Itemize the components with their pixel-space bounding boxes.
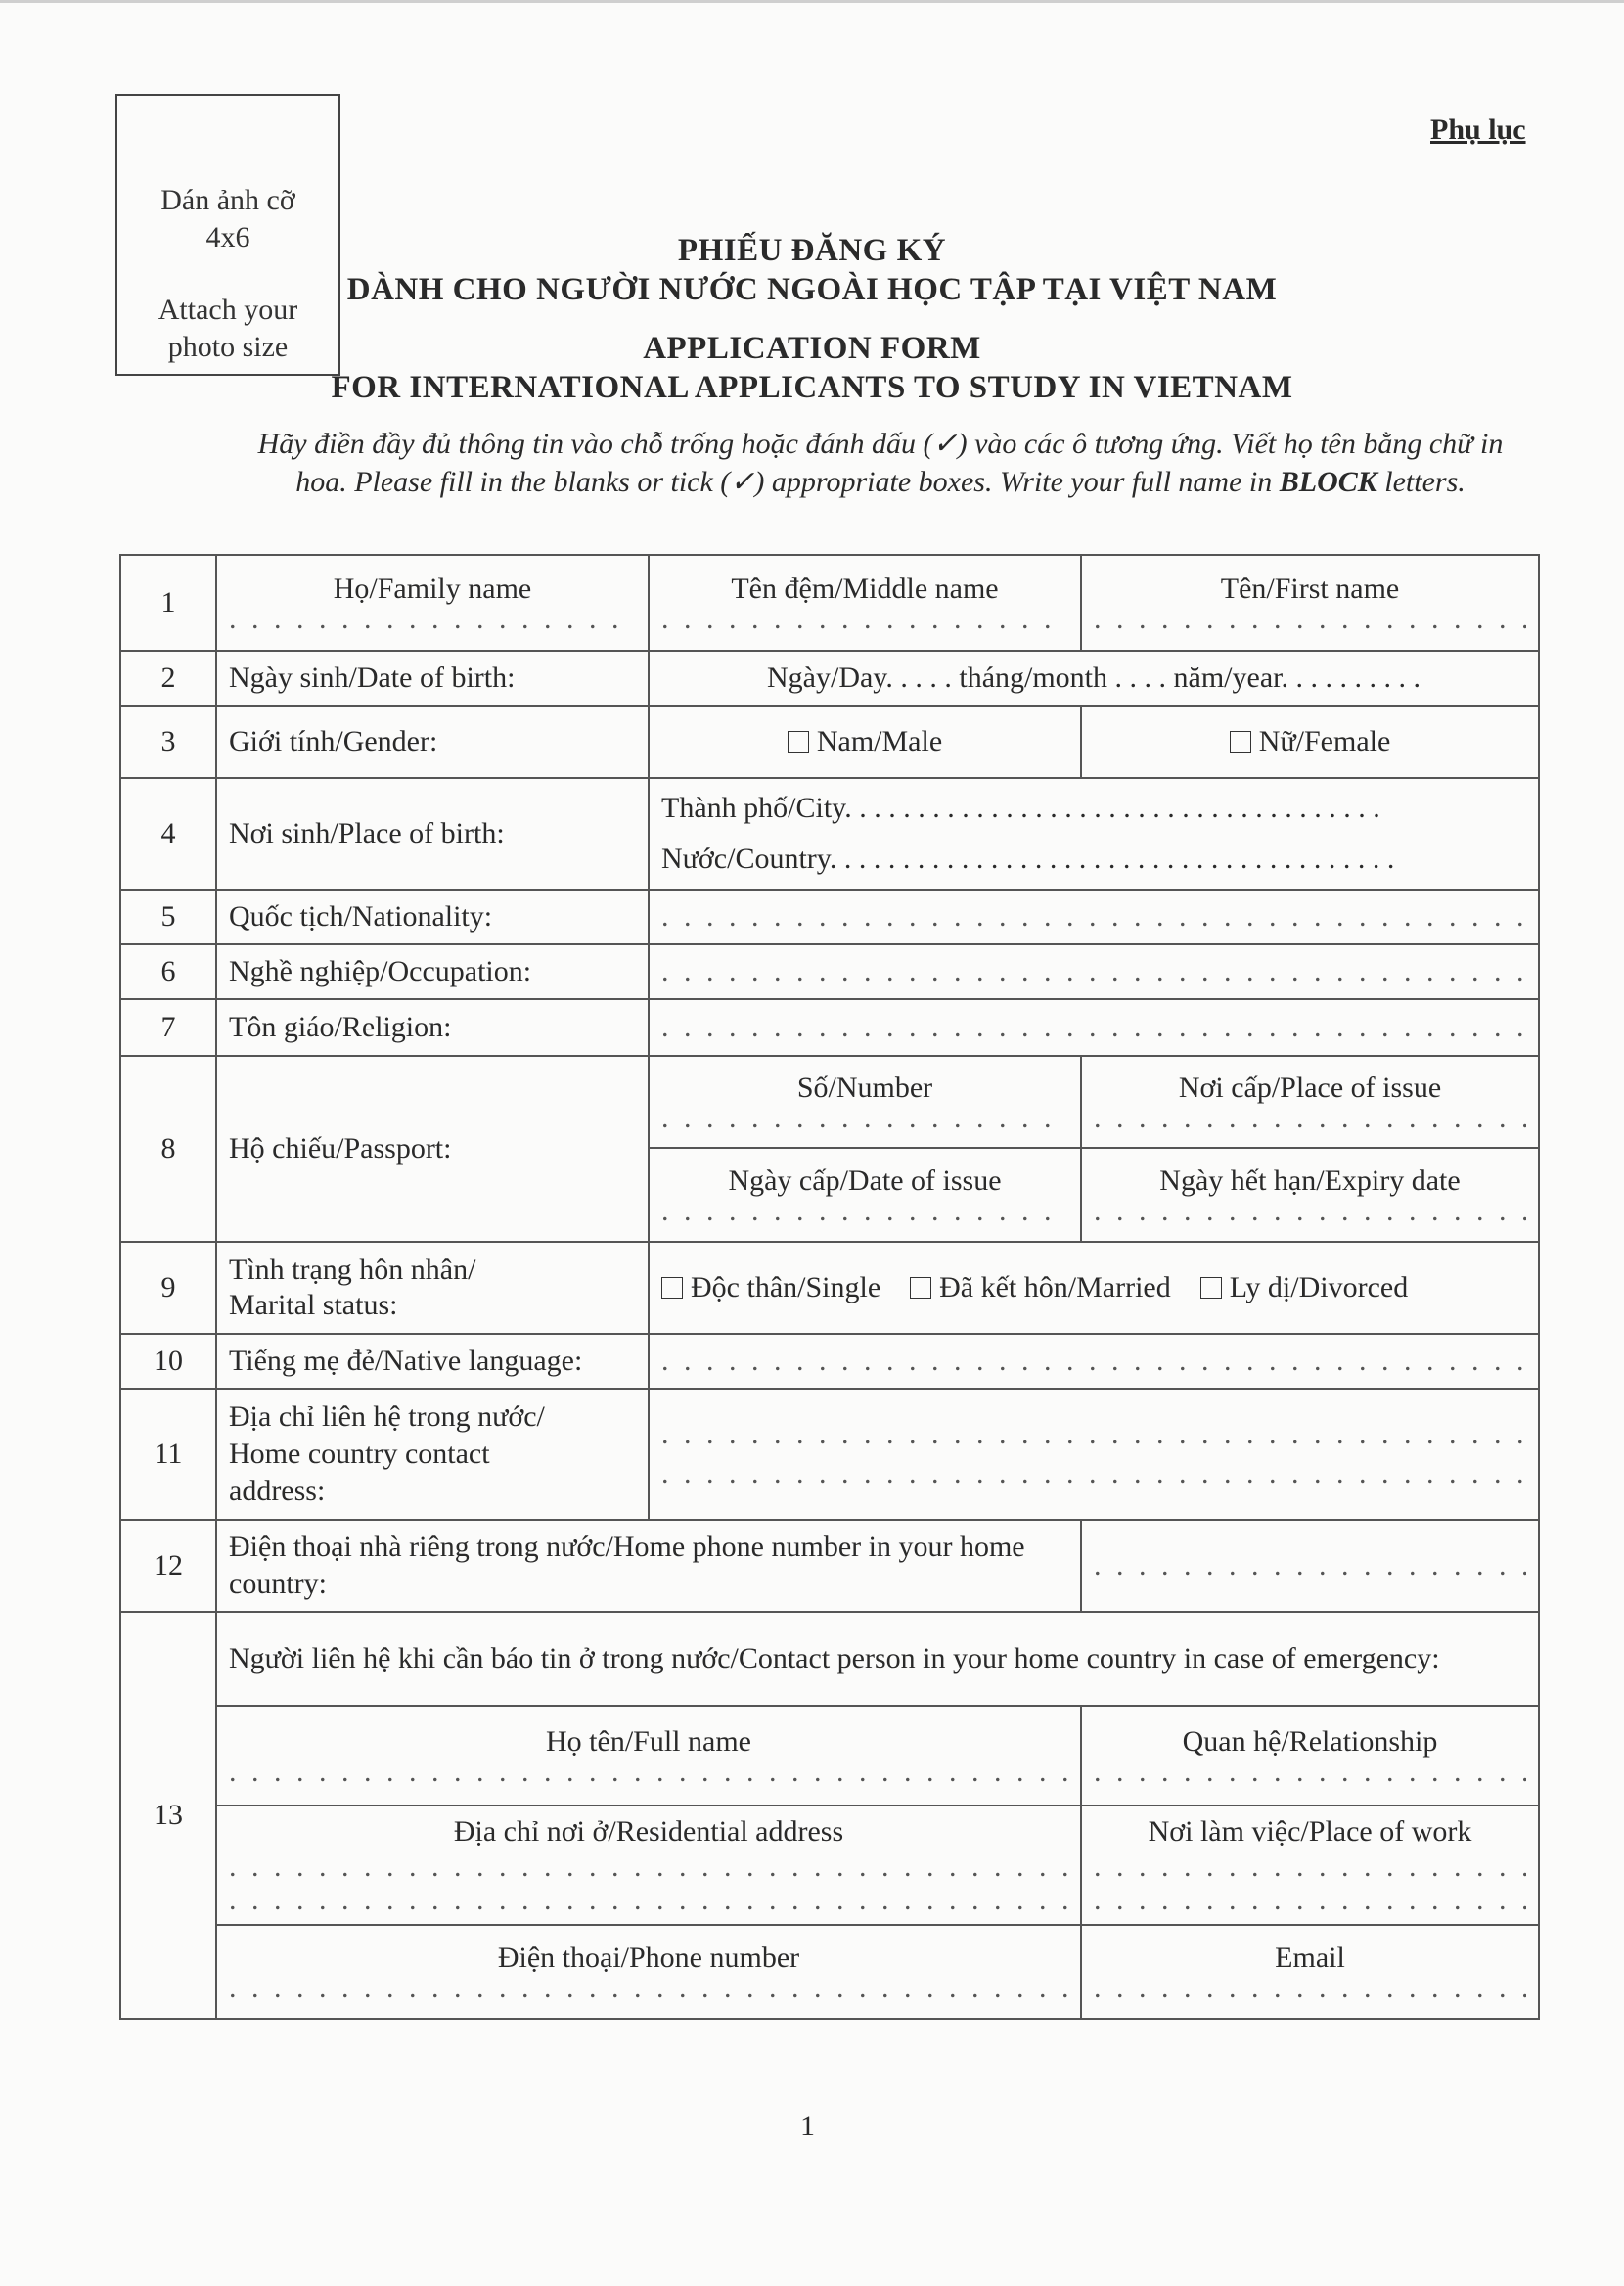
- marital-status-options: [649, 1242, 1539, 1334]
- female-label: Nữ/Female: [1258, 725, 1391, 757]
- emergency-address-cell[interactable]: [216, 1806, 1081, 1925]
- gender-male-option[interactable]: [649, 706, 1081, 778]
- nationality-field-cell[interactable]: [649, 890, 1539, 944]
- title-english-line-2: FOR INTERNATIONAL APPLICANTS TO STUDY IN VIETNAM: [331, 370, 1293, 405]
- passport-issue-date-label: Ngày cấp/Date of issue: [728, 1165, 1002, 1197]
- title-vietnamese-line-1: PHIẾU ĐĂNG KÝ: [677, 233, 947, 268]
- first-name-field[interactable]: [1094, 606, 1526, 633]
- female-checkbox[interactable]: [1230, 731, 1251, 753]
- single-label: Độc thân/Single: [691, 1271, 881, 1303]
- photo-box-line-1: Dán ảnh cỡ: [160, 184, 295, 216]
- home-address-field-line-1[interactable]: [661, 1415, 1526, 1454]
- page-number: 1: [800, 2110, 815, 2142]
- passport-issue-date-field[interactable]: [661, 1198, 1068, 1225]
- row-number: 13: [120, 1612, 216, 2019]
- gender-female-option[interactable]: [1081, 706, 1539, 778]
- row-number: 4: [120, 778, 216, 890]
- passport-issue-date-cell[interactable]: [649, 1148, 1081, 1242]
- place-of-birth-fields[interactable]: [649, 778, 1539, 890]
- emergency-work-field-line-2[interactable]: [1094, 1886, 1526, 1915]
- home-address-label-1: Địa chỉ liên hệ trong nước/: [229, 1400, 545, 1433]
- row-6-occupation: [120, 944, 1539, 999]
- emergency-address-field-line-2[interactable]: [229, 1886, 1068, 1915]
- emergency-relationship-field[interactable]: [1094, 1759, 1526, 1786]
- row-number: 11: [120, 1389, 216, 1520]
- row-number: 8: [120, 1056, 216, 1242]
- row-7-religion: [120, 999, 1539, 1056]
- row-11-home-address: [120, 1389, 1539, 1520]
- passport-expiry-cell[interactable]: [1081, 1148, 1539, 1242]
- photo-box-line-3: Attach your: [158, 294, 298, 326]
- date-of-birth-label: Ngày sinh/Date of birth:: [216, 651, 649, 706]
- emergency-address-field-line-1[interactable]: [229, 1849, 1068, 1886]
- row-number: 10: [120, 1334, 216, 1389]
- home-address-field-cell[interactable]: [649, 1389, 1539, 1520]
- row-3-gender: [120, 706, 1539, 778]
- divorced-label: Ly dị/Divorced: [1229, 1271, 1409, 1303]
- male-label: Nam/Male: [816, 725, 943, 757]
- title-english-line-1: APPLICATION FORM: [643, 331, 981, 366]
- date-of-birth-field[interactable]: Ngày/Day. . . . . tháng/month . . . . năm/year. . . . . . . . . .: [649, 651, 1539, 706]
- row-number: 3: [120, 706, 216, 778]
- emergency-work-label: Nơi làm việc/Place of work: [1148, 1815, 1472, 1848]
- divorced-checkbox[interactable]: [1200, 1277, 1222, 1299]
- form-instructions: [235, 425, 1526, 501]
- photo-box-line-4: photo size: [167, 331, 289, 363]
- family-name-label: Họ/Family name: [333, 572, 532, 605]
- occupation-field[interactable]: [661, 958, 1526, 985]
- row-2-date-of-birth: [120, 651, 1539, 706]
- passport-expiry-field[interactable]: [1094, 1198, 1526, 1225]
- city-field[interactable]: Thành phố/City. . . . . . . . . . . . . . . . . . . . . . . . . . . . . . . . . . . . .: [661, 792, 1380, 824]
- row-13-phone-email: [120, 1925, 1539, 2019]
- home-address-label-cell: [216, 1389, 649, 1520]
- emergency-full-name-cell[interactable]: [216, 1706, 1081, 1806]
- male-checkbox[interactable]: [788, 731, 809, 753]
- row-number: 1: [120, 555, 216, 651]
- emergency-work-field-line-1[interactable]: [1094, 1849, 1526, 1886]
- row-number: 12: [120, 1520, 216, 1612]
- family-name-field[interactable]: [229, 606, 636, 633]
- religion-field[interactable]: [661, 1014, 1526, 1041]
- marital-status-label-2: Marital status:: [229, 1289, 398, 1321]
- photo-box-line-2: 4x6: [205, 221, 250, 253]
- occupation-field-cell[interactable]: [649, 944, 1539, 999]
- passport-number-field[interactable]: [661, 1105, 1068, 1132]
- row-13-name-relationship: [120, 1706, 1539, 1806]
- home-address-label-2: Home country contact: [229, 1438, 490, 1470]
- page-top-edge: [0, 0, 1624, 3]
- native-language-field[interactable]: [661, 1348, 1526, 1375]
- row-13-address-work: [120, 1806, 1539, 1925]
- instructions-text: Hãy điền đầy đủ thông tin vào chỗ trống hoặc đánh dấu (✓) vào các ô tương ứng. Viết họ tên bằng chữ in hoa. Please fill in the blanks or tick (✓) appropriate boxes. Write your full name in: [257, 428, 1504, 498]
- application-form-table: [119, 554, 1540, 2020]
- home-phone-label: Điện thoại nhà riêng trong nước/Home phone number in your home country:: [216, 1520, 1081, 1612]
- row-4-place-of-birth: [120, 778, 1539, 890]
- passport-number-label: Số/Number: [796, 1072, 933, 1104]
- occupation-label: Nghề nghiệp/Occupation:: [216, 944, 649, 999]
- emergency-email-field[interactable]: [1094, 1975, 1526, 2002]
- country-field[interactable]: Nước/Country. . . . . . . . . . . . . . . . . . . . . . . . . . . . . . . . . . . . . . .: [661, 843, 1395, 875]
- place-of-birth-label: Nơi sinh/Place of birth:: [216, 778, 649, 890]
- married-checkbox[interactable]: [910, 1277, 931, 1299]
- emergency-email-cell[interactable]: [1081, 1925, 1539, 2019]
- middle-name-field[interactable]: [661, 606, 1068, 633]
- row-8-passport-top: [120, 1056, 1539, 1148]
- first-name-cell[interactable]: [1081, 555, 1539, 651]
- appendix-label: Phụ lục: [1430, 114, 1526, 146]
- instructions-block-word: BLOCK: [1279, 466, 1377, 498]
- first-name-label: Tên/First name: [1220, 572, 1400, 605]
- row-13-emergency-contact-header: [120, 1612, 1539, 1706]
- religion-label: Tôn giáo/Religion:: [216, 999, 649, 1056]
- row-10-native-language: [120, 1334, 1539, 1389]
- row-1-name: [120, 555, 1539, 651]
- row-number: 7: [120, 999, 216, 1056]
- nationality-field[interactable]: [661, 903, 1526, 931]
- passport-place-cell[interactable]: [1081, 1056, 1539, 1148]
- emergency-contact-label: Người liên hệ khi cần báo tin ở trong nước/Contact person in your home country in case of emergency:: [216, 1612, 1539, 1706]
- marital-status-label-1: Tình trạng hôn nhân/: [229, 1254, 476, 1286]
- passport-expiry-label: Ngày hết hạn/Expiry date: [1159, 1165, 1461, 1197]
- emergency-phone-cell[interactable]: [216, 1925, 1081, 2019]
- single-checkbox[interactable]: [661, 1277, 683, 1299]
- home-address-field-line-2[interactable]: [661, 1454, 1526, 1493]
- passport-place-field[interactable]: [1094, 1105, 1526, 1132]
- gender-label: Giới tính/Gender:: [216, 706, 649, 778]
- emergency-relationship-cell[interactable]: [1081, 1706, 1539, 1806]
- home-phone-field[interactable]: [1094, 1552, 1526, 1579]
- emergency-full-name-label: Họ tên/Full name: [546, 1725, 751, 1758]
- emergency-relationship-label: Quan hệ/Relationship: [1182, 1725, 1438, 1758]
- row-number: 5: [120, 890, 216, 944]
- emergency-full-name-field[interactable]: [229, 1759, 1068, 1786]
- emergency-phone-field[interactable]: [229, 1975, 1068, 2002]
- emergency-phone-label: Điện thoại/Phone number: [497, 1942, 800, 1974]
- passport-number-cell[interactable]: [649, 1056, 1081, 1148]
- native-language-field-cell[interactable]: [649, 1334, 1539, 1389]
- nationality-label: Quốc tịch/Nationality:: [216, 890, 649, 944]
- religion-field-cell[interactable]: [649, 999, 1539, 1056]
- passport-label: Hộ chiếu/Passport:: [216, 1056, 649, 1242]
- marital-status-label-cell: [216, 1242, 649, 1334]
- row-9-marital-status: [120, 1242, 1539, 1334]
- row-12-home-phone: [120, 1520, 1539, 1612]
- passport-place-label: Nơi cấp/Place of issue: [1178, 1072, 1442, 1104]
- home-phone-field-cell[interactable]: [1081, 1520, 1539, 1612]
- middle-name-cell[interactable]: [649, 555, 1081, 651]
- row-number: 9: [120, 1242, 216, 1334]
- emergency-work-cell[interactable]: [1081, 1806, 1539, 1925]
- emergency-address-label: Địa chỉ nơi ở/Residential address: [453, 1815, 844, 1848]
- home-address-label-3: address:: [229, 1475, 326, 1507]
- native-language-label: Tiếng mẹ đẻ/Native language:: [216, 1334, 649, 1389]
- emergency-email-label: Email: [1275, 1942, 1345, 1974]
- middle-name-label: Tên đệm/Middle name: [731, 572, 999, 605]
- row-number: 6: [120, 944, 216, 999]
- row-number: 2: [120, 651, 216, 706]
- married-label: Đã kết hôn/Married: [939, 1271, 1171, 1303]
- family-name-cell[interactable]: [216, 555, 649, 651]
- row-5-nationality: [120, 890, 1539, 944]
- instructions-text-end: letters.: [1384, 466, 1466, 498]
- title-vietnamese-line-2: DÀNH CHO NGƯỜI NƯỚC NGOÀI HỌC TẬP TẠI VIỆT NAM: [346, 272, 1278, 307]
